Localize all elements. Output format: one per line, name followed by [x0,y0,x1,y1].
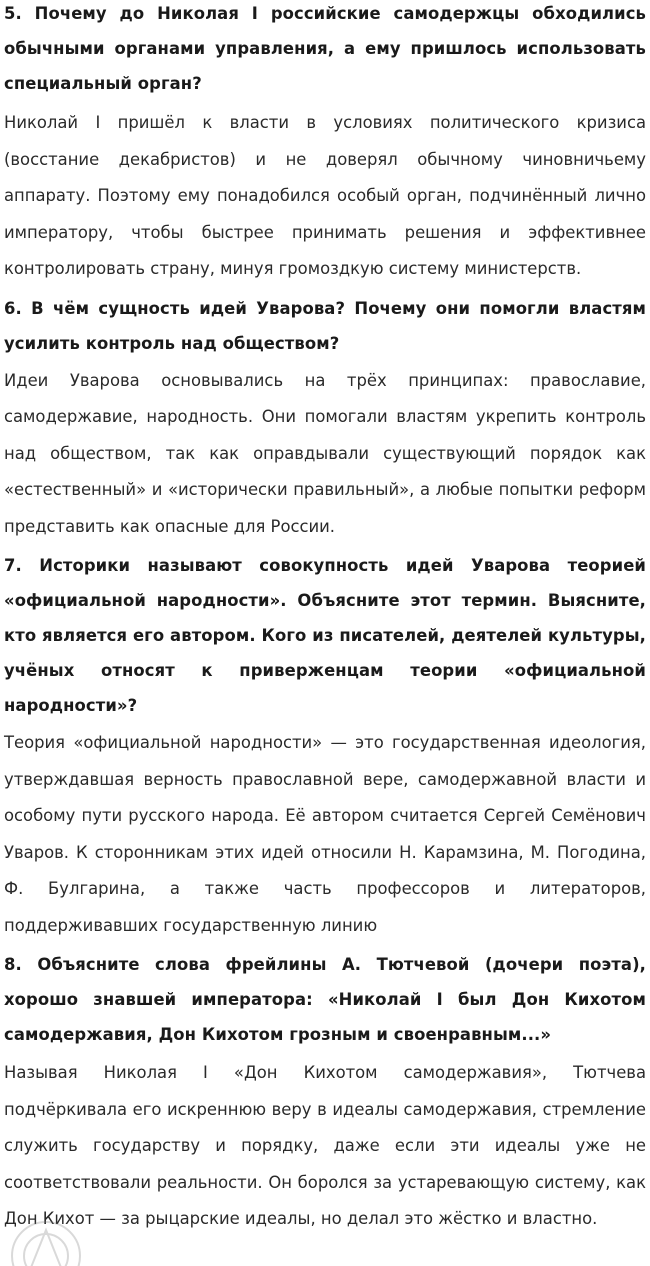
answer-7: Теория «официальной народности» — это государственная идеология, утверждавшая верность православной вере, самодержавной власти и особому пути русского народа. Её автором считается Сергей Семёнович Уваров. К сторонникам этих идей относили Н. Карамзина, М. Погодина, Ф. Булгарина, а также часть профессоров и литераторов, поддерживавших государственную линию [4,733,646,935]
question-5: 5. Почему до Николая I российские самодержцы обходились обычными органами управления, а ему пришлось использовать специальный орган? [4,4,646,93]
answer-6: Идеи Уварова основывались на трёх принципах: православие, самодержавие, народность. Они помогали властям укрепить контроль над обществом, так как оправдывали существующий порядок как «естественный» и «исторически правильный», а любые попытки реформ представить как опасные для России. [4,370,646,536]
question-8: 8. Объясните слова фрейлины А. Тютчевой (дочери поэта), хорошо знавшей императора: «Николай I был Дон Кихотом самодержавия, Дон Кихотом грозным и своенравным...» [4,955,646,1044]
question-7: 7. Историки называют совокупность идей Уварова теорией «официальной народности». Объясните этот термин. Выясните, кто является его автором. Кого из писателей, деятелей культуры, учёных относят к приверженцам теории «официальной народности»? [4,556,646,715]
answer-8: Называя Николая I «Дон Кихотом самодержавия», Тютчева подчёркивала его искреннюю веру в идеалы самодержавия, стремление служить государству и порядку, даже если эти идеалы уже не соответствовали реальности. Он боролся за устаревающую систему, как Дон Кихот — за рыцарские идеалы, но делал это жёстко и властно. [4,1063,646,1228]
question-6: 6. В чём сущность идей Уварова? Почему они помогли властям усилить контроль над обществом? [4,298,646,353]
answer-5: Николай I пришёл к власти в условиях политического кризиса (восстание декабристов) и не доверял обычному чиновничьему аппарату. Поэтому ему понадобился особый орган, подчинённый лично императору, чтобы быстрее принимать решения и эффективнее контролировать страну, минуя громоздкую систему министерств. [4,113,646,278]
